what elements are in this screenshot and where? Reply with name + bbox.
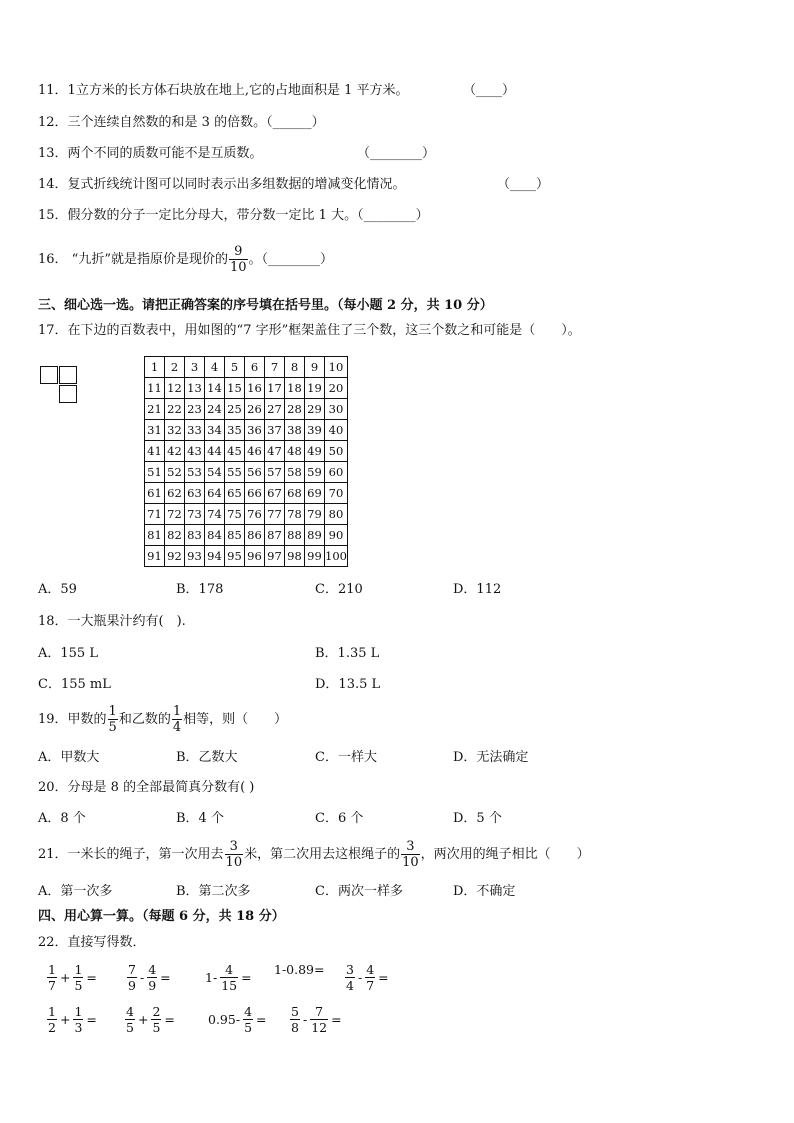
table-cell: 94: [205, 546, 225, 567]
option-20-b[interactable]: B．4 个: [176, 811, 224, 826]
table-cell: 98: [285, 546, 305, 567]
option-18-d[interactable]: D．13.5 L: [315, 677, 381, 692]
table-cell: 34: [205, 420, 225, 441]
calc-expression: $\frac{4}{5}$ + $\frac{2}{5}$ =: [126, 1004, 175, 1035]
table-cell: 60: [325, 462, 348, 483]
table-cell: 15: [225, 378, 245, 399]
fraction: $\frac{1}{5}$: [108, 704, 117, 735]
table-cell: 70: [325, 483, 348, 504]
table-cell: 99: [305, 546, 325, 567]
table-cell: 72: [165, 504, 185, 525]
table-cell: 12: [165, 378, 185, 399]
hundred-table: [144, 356, 348, 567]
table-cell: 76: [245, 504, 265, 525]
option-21-b[interactable]: B．第二次多: [176, 884, 251, 899]
table-cell: 89: [305, 525, 325, 546]
table-cell: 87: [265, 525, 285, 546]
table-cell: 45: [225, 441, 245, 462]
fraction: $\frac{4}{5}$: [126, 1004, 134, 1035]
table-cell: 47: [265, 441, 285, 462]
table-row: [145, 420, 348, 441]
table-cell: 51: [145, 462, 165, 483]
table-cell: 88: [285, 525, 305, 546]
table-cell: 33: [185, 420, 205, 441]
option-21-c[interactable]: C．两次一样多: [315, 884, 403, 899]
calc-expression: $\frac{1}{2}$ + $\frac{1}{3}$ =: [48, 1004, 97, 1035]
fraction: $\frac{4}{15}$: [221, 962, 238, 993]
table-cell: 11: [145, 378, 165, 399]
question-21: 21．一米长的绳子，第一次用去 $\frac{3}{10}$ 米，第二次用去这根绳子的 $\frac{3}{10}$ ，两次用的绳子相比（ ）: [38, 839, 590, 870]
calc-expression: 1-0.89=: [274, 962, 325, 977]
table-cell: 10: [325, 357, 348, 378]
question-20: 20．分母是 8 的全部最简真分数有( ): [38, 780, 255, 795]
option-18-c[interactable]: C．155 mL: [38, 677, 111, 692]
table-cell: 96: [245, 546, 265, 567]
table-cell: 91: [145, 546, 165, 567]
table-cell: 1: [145, 357, 165, 378]
table-cell: 44: [205, 441, 225, 462]
table-cell: 13: [185, 378, 205, 399]
table-cell: 9: [305, 357, 325, 378]
section-4-title: 四、用心算一算。（每题 6 分，共 18 分）: [38, 909, 285, 924]
table-cell: 2: [165, 357, 185, 378]
table-cell: 93: [185, 546, 205, 567]
option-18-a[interactable]: A．155 L: [38, 646, 98, 661]
table-cell: 71: [145, 504, 165, 525]
fraction: $\frac{1}{7}$: [48, 962, 56, 993]
question-13: 13．两个不同的质数可能不是互质数。: [38, 146, 263, 161]
fraction: $\frac{1}{2}$: [48, 1004, 56, 1035]
table-cell: 54: [205, 462, 225, 483]
answer-blank-13[interactable]: （________）: [357, 146, 436, 161]
answer-blank-12[interactable]: （______）: [266, 115, 325, 130]
table-cell: 52: [165, 462, 185, 483]
fraction: $\frac{2}{5}$: [152, 1004, 161, 1035]
fraction: $\frac{9}{10}$: [229, 244, 247, 275]
calc-expression: $\frac{5}{8}$ - $\frac{7}{12}$ =: [291, 1004, 342, 1035]
option-19-b[interactable]: B．乙数大: [176, 750, 238, 765]
table-cell: 42: [165, 441, 185, 462]
table-cell: 97: [265, 546, 285, 567]
table-cell: 59: [305, 462, 325, 483]
option-17-a[interactable]: A．59: [38, 582, 77, 597]
table-cell: 61: [145, 483, 165, 504]
table-cell: 25: [225, 399, 245, 420]
table-cell: 5: [225, 357, 245, 378]
table-cell: 3: [185, 357, 205, 378]
table-row: [145, 378, 348, 399]
table-cell: 4: [205, 357, 225, 378]
table-cell: 83: [185, 525, 205, 546]
table-cell: 85: [225, 525, 245, 546]
calc-expression: 0.95- $\frac{4}{5}$ =: [208, 1004, 267, 1035]
option-18-b[interactable]: B．1.35 L: [315, 646, 380, 661]
option-17-d[interactable]: D．112: [453, 582, 502, 597]
table-cell: 41: [145, 441, 165, 462]
table-row: [145, 441, 348, 462]
table-cell: 62: [165, 483, 185, 504]
question-18: 18．一大瓶果汁约有( ).: [38, 614, 186, 629]
table-cell: 20: [325, 378, 348, 399]
table-cell: 77: [265, 504, 285, 525]
table-cell: 16: [245, 378, 265, 399]
fraction: $\frac{4}{7}$: [366, 962, 375, 993]
fraction: $\frac{1}{3}$: [74, 1004, 83, 1035]
table-cell: 64: [205, 483, 225, 504]
table-row: [145, 399, 348, 420]
calc-expression: $\frac{3}{4}$ - $\frac{4}{7}$ =: [346, 962, 389, 993]
table-cell: 50: [325, 441, 348, 462]
table-cell: 67: [265, 483, 285, 504]
fraction: $\frac{4}{9}$: [148, 962, 157, 993]
question-22: 22．直接写得数．: [38, 935, 146, 950]
option-19-c[interactable]: C．一样大: [315, 750, 377, 765]
table-cell: 36: [245, 420, 265, 441]
option-20-a[interactable]: A．8 个: [38, 811, 86, 826]
fraction: $\frac{3}{10}$: [402, 839, 419, 870]
table-cell: 65: [225, 483, 245, 504]
table-cell: 32: [165, 420, 185, 441]
question-16: 16． “九折”就是指原价是现价的 $\frac{9}{10}$ 。（________）: [38, 244, 334, 275]
table-cell: 100: [325, 546, 348, 567]
table-cell: 37: [265, 420, 285, 441]
answer-blank-15[interactable]: （________）: [357, 208, 429, 223]
answer-blank-14[interactable]: （____）: [497, 177, 550, 192]
table-cell: 40: [325, 420, 348, 441]
table-row: [145, 525, 348, 546]
question-12: 12．三个连续自然数的和是 3 的倍数。（______）: [38, 115, 325, 130]
option-21-a[interactable]: A．第一次多: [38, 884, 113, 899]
table-cell: 8: [285, 357, 305, 378]
question-11: 11．1立方米的长方体石块放在地上,它的占地面积是 1 平方米。: [38, 83, 409, 98]
section-3-title: 三、细心选一选。请把正确答案的序号填在括号里。（每小题 2 分，共 10 分）: [38, 298, 493, 313]
table-cell: 29: [305, 399, 325, 420]
fraction: $\frac{4}{5}$: [244, 1004, 253, 1035]
question-14: 14．复式折线统计图可以同时表示出多组数据的增减变化情况。: [38, 177, 406, 192]
option-21-d[interactable]: D．不确定: [453, 884, 516, 899]
table-cell: 18: [285, 378, 305, 399]
calc-expression: $\frac{1}{7}$ + $\frac{1}{5}$ =: [48, 962, 97, 993]
fraction: $\frac{5}{8}$: [291, 1004, 299, 1035]
table-cell: 39: [305, 420, 325, 441]
table-cell: 28: [285, 399, 305, 420]
option-19-a[interactable]: A．甲数大: [38, 750, 100, 765]
table-cell: 74: [205, 504, 225, 525]
answer-blank-11[interactable]: （____）: [463, 83, 516, 98]
table-cell: 49: [305, 441, 325, 462]
fraction: $\frac{3}{10}$: [225, 839, 243, 870]
table-cell: 69: [305, 483, 325, 504]
table-cell: 80: [325, 504, 348, 525]
option-17-b[interactable]: B．178: [176, 582, 224, 597]
table-cell: 55: [225, 462, 245, 483]
table-cell: 38: [285, 420, 305, 441]
table-cell: 81: [145, 525, 165, 546]
table-cell: 73: [185, 504, 205, 525]
table-cell: 82: [165, 525, 185, 546]
table-cell: 58: [285, 462, 305, 483]
table-cell: 78: [285, 504, 305, 525]
answer-blank-16[interactable]: 。（________）: [248, 252, 334, 267]
table-row: [145, 357, 348, 378]
table-cell: 68: [285, 483, 305, 504]
option-19-d[interactable]: D．无法确定: [453, 750, 529, 765]
question-19: 19．甲数的 $\frac{1}{5}$ 和乙数的 $\frac{1}{4}$ 相等，则（ ）: [38, 704, 288, 735]
table-cell: 63: [185, 483, 205, 504]
table-cell: 6: [245, 357, 265, 378]
question-17: 17．在下边的百数表中，用如图的“7 字形”框架盖住了三个数，这三个数之和可能是（ ）。: [38, 323, 581, 338]
table-cell: 46: [245, 441, 265, 462]
table-cell: 43: [185, 441, 205, 462]
table-cell: 53: [185, 462, 205, 483]
table-row: [145, 483, 348, 504]
table-cell: 17: [265, 378, 285, 399]
calc-expression: $\frac{7}{9}$ - $\frac{4}{9}$ =: [128, 962, 171, 993]
table-cell: 95: [225, 546, 245, 567]
table-cell: 22: [165, 399, 185, 420]
table-cell: 14: [205, 378, 225, 399]
table-cell: 86: [245, 525, 265, 546]
table-row: [145, 546, 348, 567]
option-17-c[interactable]: C．210: [315, 582, 363, 597]
table-cell: 56: [245, 462, 265, 483]
table-cell: 35: [225, 420, 245, 441]
table-cell: 84: [205, 525, 225, 546]
table-cell: 92: [165, 546, 185, 567]
table-cell: 30: [325, 399, 348, 420]
table-cell: 21: [145, 399, 165, 420]
table-cell: 66: [245, 483, 265, 504]
table-cell: 19: [305, 378, 325, 399]
fraction: $\frac{7}{12}$: [311, 1004, 328, 1035]
option-20-d[interactable]: D．5 个: [453, 811, 502, 826]
table-cell: 7: [265, 357, 285, 378]
fraction: $\frac{1}{4}$: [172, 704, 182, 735]
table-cell: 24: [205, 399, 225, 420]
table-cell: 75: [225, 504, 245, 525]
table-cell: 27: [265, 399, 285, 420]
table-cell: 57: [265, 462, 285, 483]
option-20-c[interactable]: C．6 个: [315, 811, 364, 826]
table-cell: 90: [325, 525, 348, 546]
fraction: $\frac{7}{9}$: [128, 962, 136, 993]
table-cell: 26: [245, 399, 265, 420]
table-cell: 79: [305, 504, 325, 525]
table-row: [145, 462, 348, 483]
table-cell: 48: [285, 441, 305, 462]
question-15: 15．假分数的分子一定比分母大，带分数一定比 1 大。（________）: [38, 208, 429, 223]
fraction: $\frac{3}{4}$: [346, 962, 354, 993]
fraction: $\frac{1}{5}$: [74, 962, 83, 993]
calc-expression: 1- $\frac{4}{15}$ =: [205, 962, 252, 993]
table-cell: 23: [185, 399, 205, 420]
table-cell: 31: [145, 420, 165, 441]
table-row: [145, 504, 348, 525]
